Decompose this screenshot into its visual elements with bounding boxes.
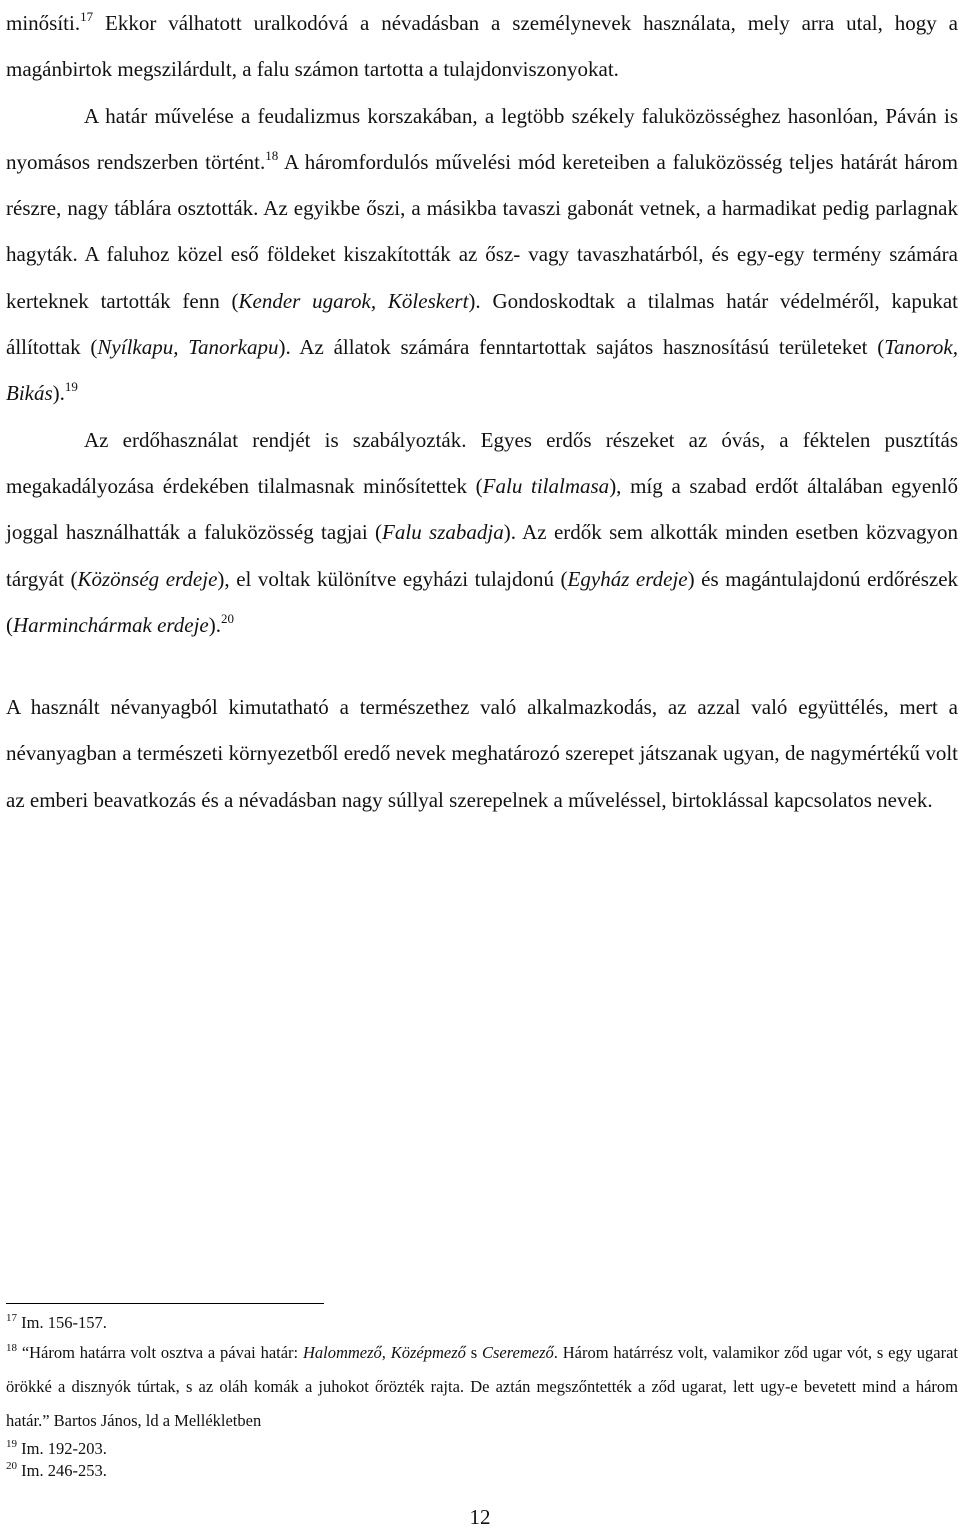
italic-place-name: Nyílkapu, Tanorkapu <box>97 335 279 360</box>
footnote <box>6 1336 958 1438</box>
paragraph <box>6 93 958 417</box>
paragraph <box>6 684 958 823</box>
footnote-number: 17 <box>6 1312 17 1324</box>
footnote-number: 20 <box>6 1460 17 1472</box>
text-run: ). Az erdők sem alkották minden esetben közvagyon tárgyát ( <box>6 520 958 591</box>
text-run: ) és magántulajdonú erdőrészek ( <box>6 566 959 637</box>
text-run: Az erdőhasználat rendjét is szabályozták. Egyes erdős részeket az óvás, a féktelen pusztítás megakadályozása érdekében tilalmasnak minősítettek ( <box>6 427 958 498</box>
text-run: ), míg a szabad erdőt általában egyenlő joggal használhatták a faluközösség tagjai ( <box>6 473 958 545</box>
footnote-reference: 19 <box>64 379 78 395</box>
text-run: ). Az állatok számára fenntartottak sajátos hasznosítású területeket ( <box>278 335 885 360</box>
text-run: ). Gondoskodtak a tilalmas határ védelméről, kapukat állítottak ( <box>6 288 958 360</box>
text-run: Im. 192-203. <box>17 1439 107 1458</box>
text-run: A háromfordulós művelési mód kereteiben a faluközösség teljes határát három részre, nagy táblára osztották. Az egyikbe őszi, a másikba tavaszi gabonát vetnek, a harmadikat pedig parlagnak hagyták. A faluhoz közel eső földeket kiszakították az ősz- vagy tavaszhatárból, és egy-egy termény számára kerteknek tartották fenn ( <box>6 149 958 313</box>
italic-place-name: Cseremező <box>481 1343 554 1362</box>
text-run: ). <box>52 381 65 406</box>
footnote-separator <box>6 1303 324 1304</box>
italic-place-name: Halommező, Középmező <box>302 1343 466 1362</box>
text-run: “Három határra volt osztva a pávai határ: <box>17 1343 303 1362</box>
text-run: Ekkor válhatott uralkodóvá a névadásban a személynevek használata, mely arra utal, hogy a magánbirtok megszilárdult, a falu számon tartotta a tulajdonviszonyokat. <box>6 11 958 82</box>
text-run: ), el voltak különítve egyházi tulajdonú ( <box>217 566 568 591</box>
text-run: A határ művelése a feudalizmus korszakában, a legtöbb székely faluközösséghez hasonlóan, Páván is nyomásos rendszerben történt. <box>6 103 958 174</box>
footnote <box>6 1460 958 1482</box>
text-run: s <box>465 1343 482 1362</box>
footnote <box>6 1312 958 1334</box>
body-text <box>6 0 958 823</box>
footnote <box>6 1438 958 1460</box>
footnote-reference: 18 <box>265 147 279 163</box>
italic-place-name: Falu tilalmasa <box>482 473 610 498</box>
italic-place-name: Egyház erdeje <box>567 566 688 591</box>
footnote-number: 19 <box>6 1438 17 1450</box>
italic-place-name: Tanorok, Bikás <box>6 335 958 406</box>
text-run: A használt névanyagból kimutatható a természethez való alkalmazkodás, az azzal való együttélés, mert a névanyagban a természeti környezetből eredő nevek meghatározó szerepet játszanak ugyan, de nagymértékű volt az emberi beavatkozás és a névadásban nagy súllyal szerepelnek a műveléssel, birtoklással kapcsolatos nevek. <box>6 695 958 812</box>
page-number: 12 <box>469 1505 491 1529</box>
italic-place-name: Közönség erdeje <box>77 566 218 591</box>
text-run: Im. 246-253. <box>17 1461 107 1480</box>
footnote-reference: 17 <box>80 9 94 24</box>
text-run: ). <box>208 612 222 637</box>
italic-place-name: Harminchármak erdeje <box>13 612 209 637</box>
paragraph <box>6 417 958 648</box>
document-page <box>6 0 959 1480</box>
text-run: . Három határrész volt, valamikor ződ ugar vót, s egy ugarat örökké a disznyók túrtak, s az oláh komák a juhokot őrözték rajta. De aztán megszőntették a ződ ugarat, lett ugy-e bevetett mind a három határ.” Bartos János, ld a Mellékletben <box>6 1343 959 1430</box>
footnotes <box>6 1312 958 1482</box>
footnote-number: 18 <box>6 1342 17 1354</box>
text-run: Im. 156-157. <box>17 1313 107 1332</box>
footnote-reference: 20 <box>221 610 235 626</box>
text-run: minősíti. <box>6 11 81 35</box>
paragraph <box>6 0 958 93</box>
italic-place-name: Kender ugarok, Köleskert <box>238 288 469 313</box>
italic-place-name: Falu szabadja <box>382 520 504 545</box>
